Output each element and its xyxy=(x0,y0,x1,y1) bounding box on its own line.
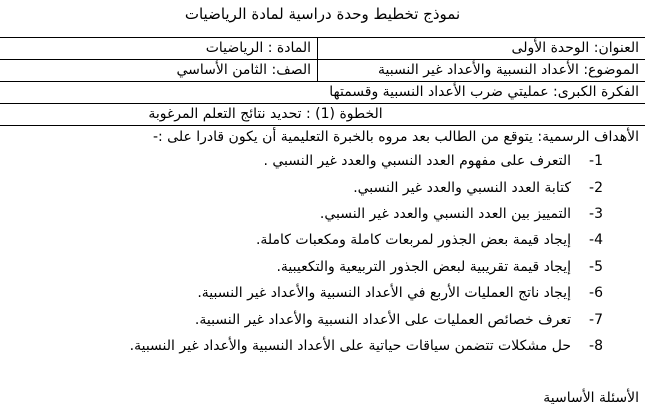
list-item xyxy=(6,280,639,306)
unit-title-cell: العنوان: الوحدة الأولى xyxy=(317,38,645,59)
item-number: 1- xyxy=(589,153,603,170)
unit-plan-table xyxy=(0,37,645,406)
list-item xyxy=(6,174,639,200)
step-cell: الخطوة (1) : تحديد نتائج التعلم المرغوبة xyxy=(148,106,383,122)
item-text: حل مشكلات تتضمن سياقات حياتية على الأعداد النسبية والأعداد غير النسبية. xyxy=(129,337,571,354)
item-number: 2- xyxy=(589,179,603,196)
list-item xyxy=(6,254,639,280)
objectives-section xyxy=(0,126,645,359)
item-text: كتابة العدد النسبي والعدد غير النسبي. xyxy=(353,179,571,196)
essential-questions-heading: الأسئلة الأساسية xyxy=(543,390,639,406)
item-text: التمييز بين العدد النسبي والعدد غير النسبي. xyxy=(319,205,571,222)
list-item xyxy=(6,333,639,359)
table-row-step xyxy=(0,104,645,126)
item-number: 4- xyxy=(589,232,603,249)
list-item xyxy=(6,227,639,253)
item-number: 5- xyxy=(589,258,603,275)
table-row-big-idea xyxy=(0,82,645,104)
item-text: إيجاد قيمة بعض الجذور لمربعات كاملة ومكعبات كاملة. xyxy=(255,232,571,249)
item-number: 7- xyxy=(589,311,603,328)
list-item xyxy=(6,201,639,227)
item-number: 8- xyxy=(589,337,603,354)
item-number: 3- xyxy=(589,205,603,222)
item-text: إيجاد ناتج العمليات الأربع في الأعداد النسبية والأعداد غير النسبية. xyxy=(197,285,571,302)
big-idea-cell: الفكرة الكبرى: عمليتي ضرب الأعداد النسبية وقسمتها xyxy=(329,84,639,100)
topic-cell: الموضوع: الأعداد النسبية والأعداد غير النسبية xyxy=(317,60,645,81)
table-row-title xyxy=(0,38,645,60)
subject-cell: المادة : الرياضيات xyxy=(205,40,311,56)
item-number: 6- xyxy=(589,285,603,302)
grade-cell: الصف: الثامن الأساسي xyxy=(176,62,311,78)
page-title: نموذج تخطيط وحدة دراسية لمادة الرياضيات xyxy=(184,5,461,23)
item-text: إيجاد قيمة تقريبية لبعض الجذور التربيعية والتكعيبية. xyxy=(276,258,571,275)
item-text: التعرف على مفهوم العدد النسبي والعدد غير النسبي . xyxy=(263,153,571,170)
item-text: تعرف خصائص العمليات على الأعداد النسبية والأعداد غير النسبية. xyxy=(194,311,571,328)
objectives-list xyxy=(6,148,639,359)
table-row-topic xyxy=(0,60,645,82)
list-item xyxy=(6,148,639,174)
list-item xyxy=(6,306,639,332)
objectives-intro: الأهداف الرسمية: يتوقع من الطالب بعد مروه بالخبرة التعليمية أن يكون قادرا على :- xyxy=(152,129,639,145)
